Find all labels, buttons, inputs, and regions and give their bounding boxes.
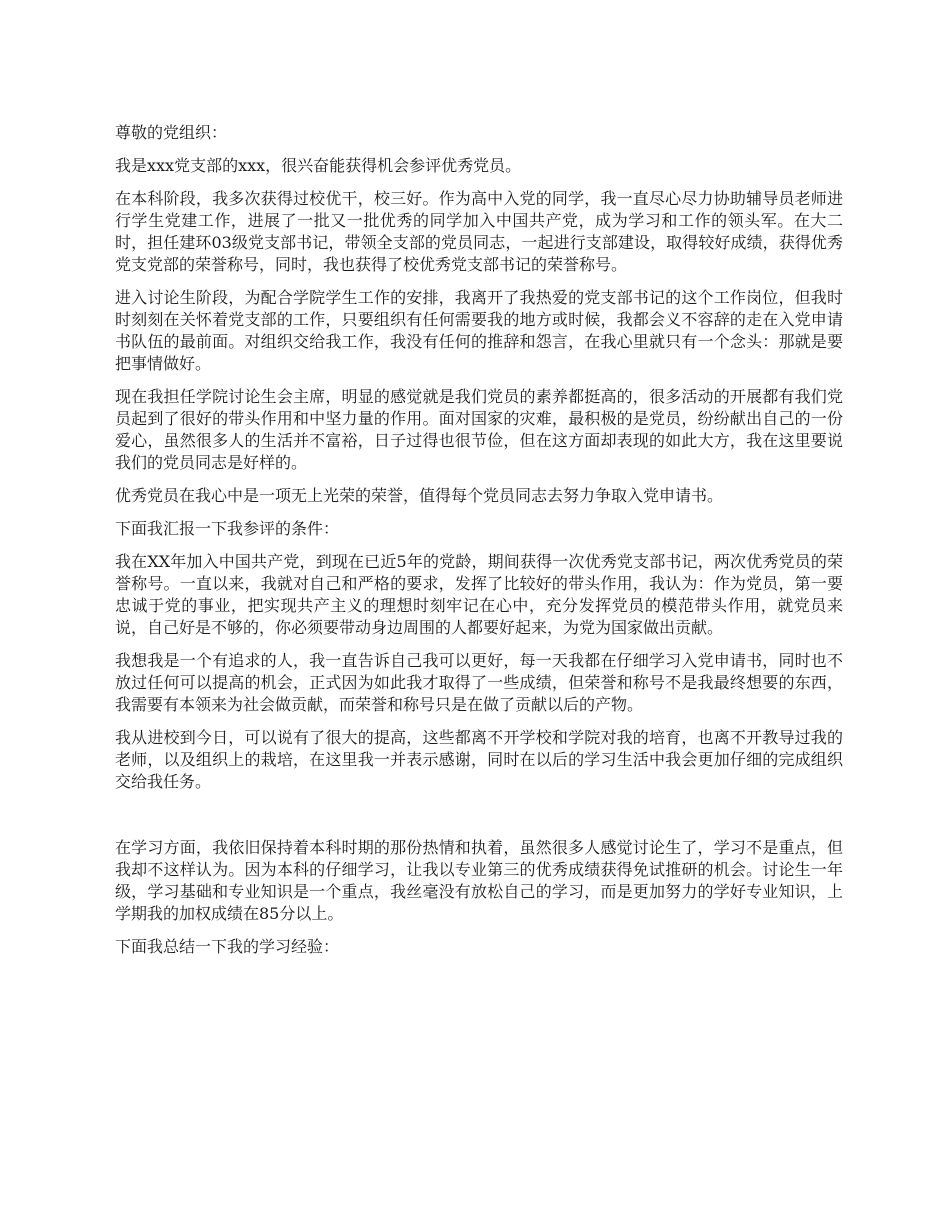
paragraph-study-heading: 下面我总结一下我的学习经验： <box>115 937 340 956</box>
paragraph-pursuit: 我想我是一个有追求的人，我一直告诉自己我可以更好，每一天我都在仔细学习入党申请书，同时也不放过任何可以提高的机会，正式因为如此我才取得了一些成绩，但荣誉和称号不是我最终想要的东西，我需要有本领来为社会做贡献，而荣誉和称号只是在做了贡献以后的产物。 <box>115 651 843 714</box>
paragraph-graduate-stage: 进入讨论生阶段，为配合学院学生工作的安排，我离开了我热爱的党支部书记的这个工作岗位，但我时时刻刻在关怀着党支部的工作，只要组织有任何需要我的地方或时候，我都会义不容辞的走在入党申请书队伍的最前面。对组织交给我工作，我没有任何的推辞和怨言，在我心里就只有一个念头：那就是要把事情做好。 <box>115 288 843 373</box>
paragraph-honor: 优秀党员在我心中是一项无上光荣的荣誉，值得每个党员同志去努力争取入党申请书。 <box>115 486 724 505</box>
paragraph-party-membership: 我在XX年加入中国共产党，到现在已近5年的党龄，期间获得一次优秀党支部书记，两次优秀党员的荣誉称号。一直以来，我就对自己和严格的要求，发挥了比较好的带头作用，我认为：作为党员，第一要忠诚于党的事业，把实现共产主义的理想时刻牢记在心中，充分发挥党员的模范带头作用，就党员来说，自己好是不够的，你必须要带动身边周围的人都要好起来，为党为国家做出贡献。 <box>115 552 843 637</box>
paragraph-gratitude: 我从进校到今日，可以说有了很大的提高，这些都离不开学校和学院对我的培育，也离不开教导过我的老师，以及组织上的栽培，在这里我一并表示感谢，同时在以后的学习生活中我会更加仔细的完成组织交给我任务。 <box>115 728 843 791</box>
salutation: 尊敬的党组织： <box>115 123 228 142</box>
paragraph-conditions-heading: 下面我汇报一下我参评的条件： <box>115 519 340 538</box>
paragraph-student-union: 现在我担任学院讨论生会主席，明显的感觉就是我们党员的素养都挺高的，很多活动的开展都有我们党员起到了很好的带头作用和中坚力量的作用。面对国家的灾难，最积极的是党员，纷纷献出自己的一份爱心，虽然很多人的生活并不富裕，日子过得也很节俭，但在这方面却表现的如此大方，我在这里要说我们的党员同志是好样的。 <box>115 387 843 472</box>
paragraph-intro: 我是xxx党支部的xxx，很兴奋能获得机会参评优秀党员。 <box>115 156 522 175</box>
document-body <box>115 122 843 969</box>
paragraph-study: 在学习方面，我依旧保持着本科时期的那份热情和执着，虽然很多人感觉讨论生了，学习不是重点，但我却不这样认为。因为本科的仔细学习，让我以专业第三的优秀成绩获得免试推研的机会。讨论生一年级，学习基础和专业知识是一个重点，我丝毫没有放松自己的学习，而是更加努力的学好专业知识，上学期我的加权成绩在85分以上。 <box>115 838 843 923</box>
section-gap <box>115 804 843 837</box>
paragraph-undergraduate: 在本科阶段，我多次获得过校优干，校三好。作为高中入党的同学，我一直尽心尽力协助辅导员老师进行学生党建工作，进展了一批又一批优秀的同学加入中国共产党，成为学习和工作的领头军。在大二时，担任建环03级党支部书记，带领全支部的党员同志，一起进行支部建设，取得较好成绩，获得优秀党支党部的荣誉称号，同时，我也获得了校优秀党支部书记的荣誉称号。 <box>115 189 843 274</box>
